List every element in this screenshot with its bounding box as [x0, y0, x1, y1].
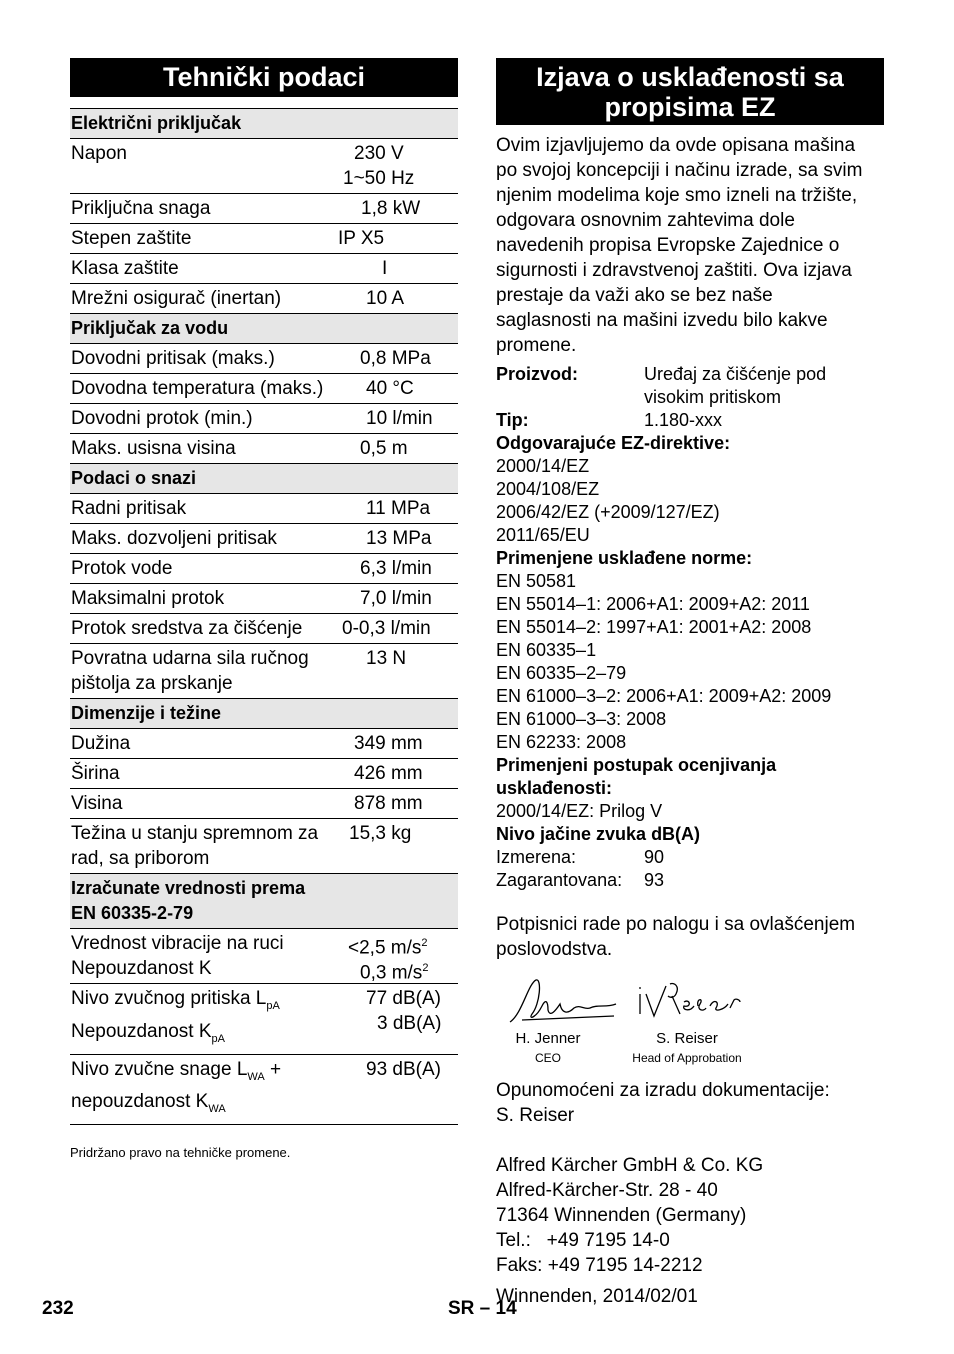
table-row	[70, 344, 458, 374]
row-value: 15,3 kg	[349, 823, 412, 844]
row-label: Dužina	[71, 733, 131, 754]
type-label: Tip:	[496, 410, 529, 430]
page-number: 232	[42, 1298, 74, 1319]
row-label: Nivo zvučnog pritiska $L_{pA}$	[71, 988, 280, 1012]
norm-item: EN 55014–2: 1997+A1: 2001+A2: 2008	[496, 617, 812, 637]
type-field	[496, 409, 884, 432]
norm-item: EN 60335–2–79	[496, 663, 627, 683]
row-label: Nepouzdanost $K_{pA}$	[71, 1020, 225, 1045]
norm-item: EN 62233: 2008	[496, 732, 627, 752]
row-value: 7,0 l/min	[360, 588, 432, 609]
table-row	[70, 644, 458, 699]
row-value: IP X5	[338, 228, 385, 249]
row-label: rad, sa priborom	[71, 848, 210, 869]
table-row	[70, 614, 458, 644]
declaration-column	[496, 58, 884, 1309]
table-row	[70, 374, 458, 404]
noise-heading: Nivo jačine zvuka dB(A)	[496, 824, 701, 844]
table-row	[70, 284, 458, 314]
section-heading: Podaci o snazi	[70, 464, 458, 494]
table-row	[70, 729, 458, 759]
row-label: Priključna snaga	[71, 198, 211, 219]
row-label: Protok sredstva za čišćenje	[71, 618, 303, 639]
row-label: Stepen zaštite	[71, 228, 192, 249]
norm-item: EN 61000–3–3: 2008	[496, 709, 667, 729]
row-value: <2,5 $m/s^2$	[348, 937, 428, 959]
signature-jenner-icon	[502, 974, 632, 1026]
signatures	[496, 974, 884, 1064]
table-row	[70, 254, 458, 284]
table-row	[70, 819, 458, 874]
table-row	[70, 494, 458, 524]
row-value: 878 mm	[354, 793, 423, 814]
row-label: Povratna udarna sila ručnog	[71, 648, 309, 669]
section-heading	[70, 874, 458, 929]
row-value: 13 N	[366, 648, 407, 669]
measured-row: Izmerena: 90	[496, 847, 665, 867]
row-value: 1,8 kW	[361, 198, 421, 219]
directive-item: 2006/42/EZ (+2009/127/EZ)	[496, 502, 720, 522]
row-value: 10 l/min	[366, 408, 433, 429]
authorized-text: Opunomoćeni za izradu dokumentacije: S. Reiser	[496, 1080, 830, 1126]
table-row	[70, 584, 458, 614]
signer1-name: H. Jenner	[515, 1030, 581, 1047]
table-row	[70, 194, 458, 224]
section-label: SR – 14	[448, 1298, 517, 1319]
table-row	[70, 759, 458, 789]
table-row	[70, 404, 458, 434]
place-date: Winnenden, 2014/02/01	[496, 1286, 698, 1307]
directive-item: 2004/108/EZ	[496, 479, 600, 499]
signature-reiser-icon	[634, 980, 744, 1024]
row-value: 40 °C	[366, 378, 414, 399]
procedure-heading: Primenjeni postupak ocenjivanja	[496, 755, 777, 775]
row-label: Visina	[71, 793, 123, 814]
row-value: 93 dB(A)	[366, 1058, 441, 1080]
row-label: Nivo zvučne snage $L_{WA}$ +	[71, 1058, 282, 1083]
row-label: Radni pritisak	[71, 498, 187, 519]
technical-data-title: Tehnički podaci	[70, 58, 458, 97]
row-label: Težina u stanju spremnom za	[71, 823, 319, 844]
row-label: Klasa zaštite	[71, 258, 179, 279]
row-value: 77 dB(A)	[366, 988, 441, 1009]
company-address: Alfred Kärcher GmbH & Co. KG Alfred-Kärcher-Str. 28 - 40 71364 Winnenden (Germany) Tel.: +49 7195 14-0 Faks: +49 7195 14-2212	[496, 1155, 764, 1276]
row-label: Širina	[71, 763, 120, 784]
directives-block	[496, 432, 884, 547]
directive-item: 2000/14/EZ	[496, 456, 590, 476]
product-field	[496, 363, 884, 409]
row-value: I	[382, 258, 388, 279]
table-row	[70, 434, 458, 464]
table-row	[70, 224, 458, 254]
row-value: 13 MPa	[366, 528, 432, 549]
row-value: 349 mm	[354, 733, 423, 754]
table-row	[70, 139, 458, 194]
technical-data-table	[70, 108, 458, 1125]
table-row	[70, 1055, 458, 1126]
row-value: 3 dB(A)	[377, 1013, 442, 1034]
row-value: 1~50 Hz	[343, 168, 415, 189]
row-label: Maks. dozvoljeni pritisak	[71, 528, 277, 549]
row-value: 426 mm	[354, 763, 423, 784]
intro-paragraph: Ovim izjavljujemo da ovde opisana mašina po svojoj koncepciji i načinu izrade, sa svim njenim modelima koje smo izneli na tržište, odgovara osnovnim zahtevima dole navedenih propisa Evropske Zajednice o sigurnosti i zdravstvenoj zaštiti. Ova izjava prestaje da važi ako se bez naše saglasnosti na mašini izvedu bilo kakve promene.	[496, 135, 863, 356]
signers-text: Potpisnici rade po nalogu i sa ovlašćenjem poslovodstva.	[496, 914, 856, 960]
type-value: 1.180-xxx	[644, 410, 723, 430]
row-label: pištolja za prskanje	[71, 673, 233, 694]
calc-heading-line2: EN 60335-2-79	[71, 903, 194, 923]
row-value: 0,8 MPa	[360, 348, 431, 369]
section-heading: Priključak za vodu	[70, 314, 458, 344]
row-value: 230 V	[354, 143, 404, 164]
table-row	[70, 789, 458, 819]
table-row	[70, 554, 458, 584]
norm-item: EN 50581	[496, 571, 577, 591]
section-heading: Dimenzije i težine	[70, 699, 458, 729]
row-label: Dovodna temperatura (maks.)	[71, 378, 324, 399]
declaration-title: Izjava o usklađenosti sa propisima EZ	[496, 58, 884, 125]
row-label: Vrednost vibracije na ruci	[71, 933, 284, 954]
procedure-heading: usklađenosti:	[496, 778, 613, 798]
row-label: Dovodni protok (min.)	[71, 408, 253, 429]
norm-item: EN 61000–3–2: 2006+A1: 2009+A2: 2009	[496, 686, 832, 706]
row-label: Protok vode	[71, 558, 173, 579]
section-heading: Električni priključak	[70, 109, 458, 139]
signer1-role: CEO	[534, 1051, 561, 1065]
noise-block	[496, 823, 884, 892]
row-value: 0,3 $m/s^2$	[360, 962, 429, 984]
footnote: Pridržano pravo na tehničke promene.	[70, 1145, 291, 1161]
table-row	[70, 524, 458, 554]
signer2-role: Head of Approbation	[632, 1051, 742, 1065]
row-label: Maks. usisna visina	[71, 438, 236, 459]
row-label: Maksimalni protok	[71, 588, 225, 609]
table-row	[70, 929, 458, 984]
norm-item: EN 55014–1: 2006+A1: 2009+A2: 2011	[496, 594, 810, 614]
row-value: 0-0,3 l/min	[342, 618, 431, 639]
row-label: Napon	[71, 143, 127, 164]
norm-item: EN 60335–1	[496, 640, 597, 660]
directives-heading: Odgovarajuće EZ-direktive:	[496, 433, 731, 453]
norms-heading: Primenjene usklađene norme:	[496, 548, 753, 568]
row-label: Dovodni pritisak (maks.)	[71, 348, 275, 369]
row-value: 0,5 m	[360, 438, 408, 459]
table-row	[70, 984, 458, 1055]
row-value: 6,3 l/min	[360, 558, 432, 579]
norms-block	[496, 547, 884, 754]
product-label: Proizvod:	[496, 364, 579, 384]
row-label: Mrežni osigurač (inertan)	[71, 288, 282, 309]
procedure-block	[496, 754, 884, 823]
directive-item: 2011/65/EU	[496, 525, 590, 545]
signer2-name: S. Reiser	[656, 1030, 718, 1047]
row-label: nepouzdanost $K_{WA}$	[71, 1091, 226, 1116]
technical-data-column	[70, 58, 458, 1160]
calc-heading-line1: Izračunate vrednosti prema	[71, 878, 306, 898]
row-value: 11 MPa	[366, 498, 431, 519]
row-value: 10 A	[366, 288, 405, 309]
procedure-value: 2000/14/EZ: Prilog V	[496, 801, 663, 821]
product-value: Uređaj za čišćenje pod visokim pritiskom	[644, 364, 827, 407]
row-label: Nepouzdanost K	[71, 958, 212, 979]
guaranteed-row: Zagarantovana: 93	[496, 870, 665, 890]
